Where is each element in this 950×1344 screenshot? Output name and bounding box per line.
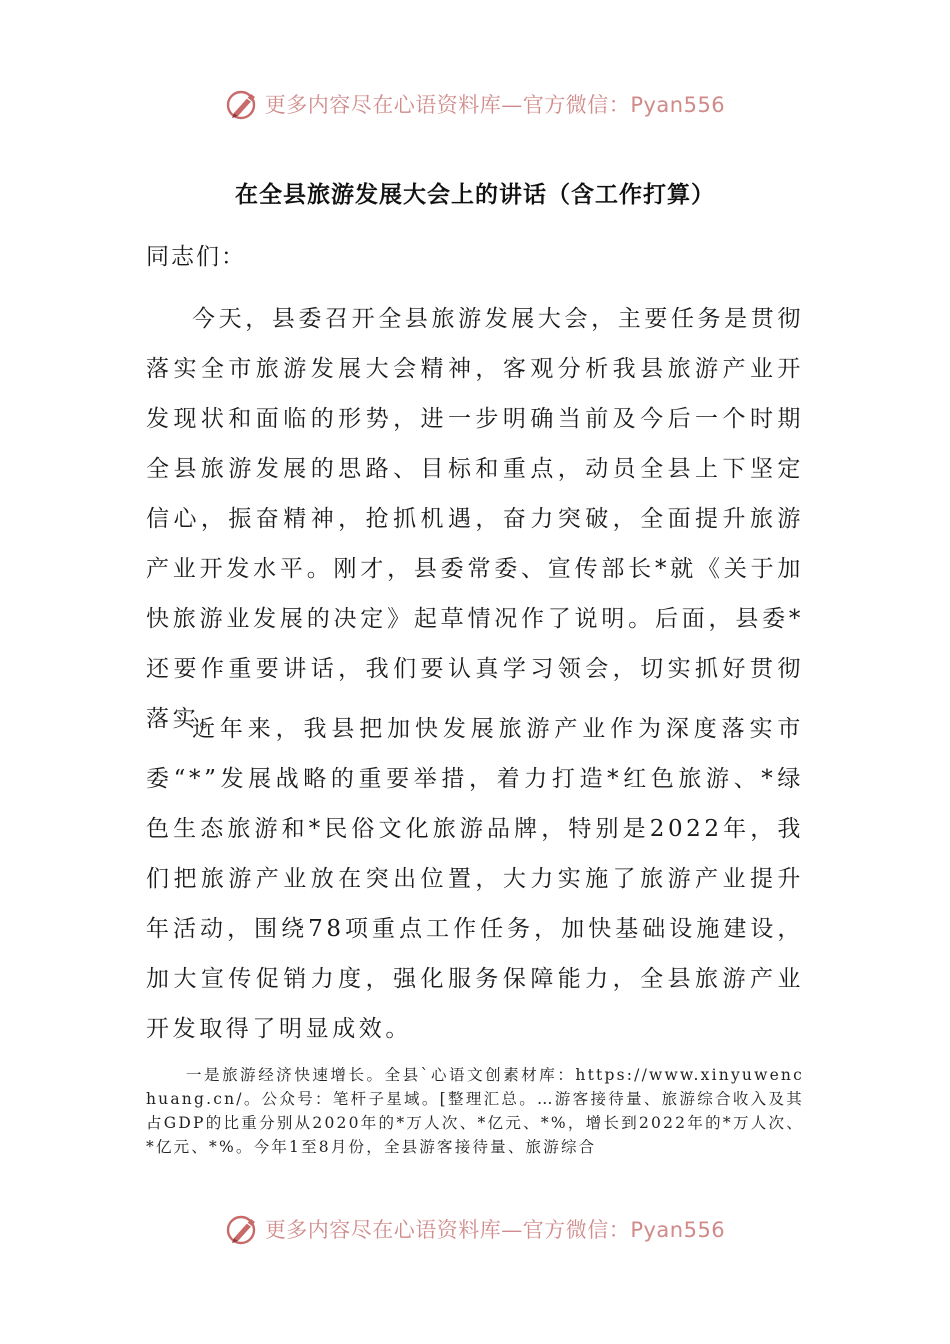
body-paragraph-1: 今天，县委召开全县旅游发展大会，主要任务是贯彻落实全市旅游发展大会精神，客观分析我县旅游产业开发现状和面临的形势，进一步明确当前及今后一个时期全县旅游发展的思路、目标和重点，动员全县上下坚定信心，振奋精神，抢抓机遇，奋力突破，全面提升旅游产业开发水平。刚才，县委常委、宣传部长*就《关于加快旅游业发展的决定》起草情况作了说明。后面，县委*还要作重要讲话，我们要认真学习领会，切实抓好贯彻落实。 [146, 306, 804, 732]
header-watermark-banner [0, 82, 950, 126]
body-paragraph-2: 近年来，我县把加快发展旅游产业作为深度落实市委“*”发展战略的重要举措，着力打造*红色旅游、*绿色生态旅游和*民俗文化旅游品牌，特别是2022年，我们把旅游产业放在突出位置，大力实施了旅游产业提升年活动，围绕78项重点工作任务，加快基础设施建设，加大宣传促销力度，强化服务保障能力，全县旅游产业开发取得了明显成效。 [146, 716, 804, 1042]
watermark-text-cn: 更多内容尽在心语资料库—官方微信： [264, 1218, 631, 1242]
watermark-wechat-id: Pyan556 [630, 93, 726, 117]
pen-logo-icon [225, 1211, 261, 1247]
watermark-text-cn: 更多内容尽在心语资料库—官方微信： [264, 93, 631, 117]
page-title: 在全县旅游发展大会上的讲话（含工作打算） [235, 182, 715, 208]
watermark-text [265, 1214, 725, 1244]
watermark-text [265, 89, 725, 119]
footer-watermark-banner [0, 1207, 950, 1251]
watermark-wechat-id: Pyan556 [630, 1218, 726, 1242]
pen-logo-icon [225, 86, 261, 122]
footnote-paragraph: 一是旅游经济快速增长。全县`心语文创素材库：https://www.xinyuwenchuang.cn/。公众号：笔杆子星域。[整理汇总。…游客接待量、旅游综合收入及其占GDP的比重分别从2020年的*万人次、*亿元、*%，增长到2022年的*万人次、*亿元、*%。今年1至8月份，全县游客接待量、旅游综合 [146, 1066, 804, 1156]
salutation: 同志们： [146, 244, 246, 270]
